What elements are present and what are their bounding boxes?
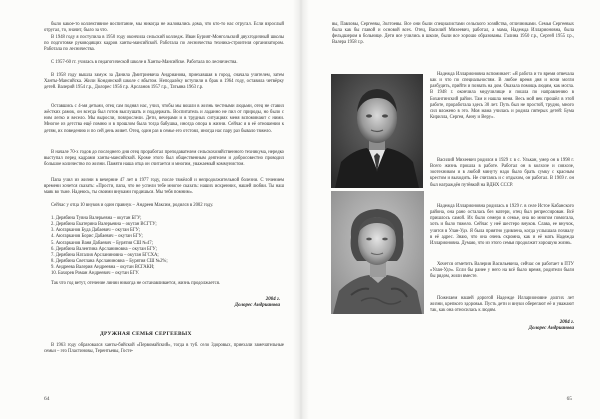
left-paragraph-3: С 1957-60 гг. училась в педагогической школе в Ханты-Мансийске. Работала по лесничества. xyxy=(51,60,238,65)
section-heading: ДРУЖНАЯ СЕМЬЯ СЕРГЕЕВЫХ xyxy=(100,331,192,337)
list-item: 1. Дерябина Тувна Валерьевна – окутан БГУ; xyxy=(51,216,142,221)
left-signature-year: 2004 г. xyxy=(265,297,280,302)
left-signature-name: Долорес Андрианова xyxy=(234,303,280,308)
list-item: 4. Аюгарканов Борис Дабаевич – окутан БГУ; xyxy=(51,234,143,240)
left-paragraph-4: В 1958 году вышла замуж за Данила Дмитриевича Андрианова, приехавшая в город, сначала учителем, затем Ханты-Мансийска. Жили Кондинской школе с вбытом. Неподалёку вступили в брак в 1964 году, оставила четвёрку детей. Валерий 1954 г.р., Долорес 1956 г.р. Арсланов 1957 г.р., Татьяна 1963 г.р. xyxy=(44,73,284,91)
right-paragraph-2: Надежда Илларионовна вспоминает: «Я работа и то время отвечала как и что по специальностям. В любое время дня и ночи могли разбудить, прийти и позвать на дом. Оказала помощь людям, как могла. В 1948 г. окончила медучилище и пошла по направлению в Бохангинский район. Там и нашла меня. Весь мой век прошёл в этой работе, проработала здесь 30 лет. Путь был не простой, трудно, много сил вложено в это. Моя мама училась и родила пятерых детей: Бума Кирилла, Сергея, Анну и Веру». xyxy=(430,72,574,121)
grandchildren-list xyxy=(51,216,284,278)
left-paragraph-10: В 1963 году образовался ханты-бийской «Первомайский», тогда в туб. село Здоровых, приехали замечательные семьи – это Пластиновы, Терентьевы, Госте- xyxy=(44,343,284,355)
left-paragraph-9: Так что год ветут, отечение линии никогда не останавливается, жизнь продолжается. xyxy=(51,281,221,286)
right-paragraph-4: Надежда Илларионовна родилась в 1929 г. в селе Истое Кабанского района, она рано осталась без матери, отец был репрессирован. Всё пришлось самой. Их было семеро в семье, она во многом помогала, хоть и было тяжело. Сейчас у неё шестеро внуков. Слава, ее внучок, учится в Улан-Удэ. Я была приятно удивлена, когда услышала похвалу в её адрес. Знаю, что она очень скромна, как и её мать Надежда Илларионовна. Думаю, что из этого семья продолжит хорошую жизнь. xyxy=(430,204,574,246)
left-page-number: 64 xyxy=(44,396,50,402)
list-item: 3. Аюгарканов Буда Дабаевич – окутан БГУ; xyxy=(51,228,140,234)
list-item: 5. Аюгарканов Ваня Дабаевич – Бурятия СШ №47; xyxy=(51,240,153,246)
portrait-photo-woman xyxy=(331,191,424,314)
right-signature-name: Долорес Андрианова xyxy=(528,326,574,331)
portrait-photo-man xyxy=(331,74,423,188)
left-paragraph-8: Сейчас у отца 10 внуков и один правнук – Андреев Максим, родился в 2002 году. xyxy=(51,203,214,208)
left-paragraph-7: Папа учил из жизни в вечерние 47 лет в 1977 году, после тяжёлой и непродолжительной болезни. С течением времени хочется сказать: «Прости, папа, что не успели тебе многое сказать: наших искренних, нашей любви. Ты наш маяк во тьме. Надеюсь, ты своими внуками гордишься. Мы тебя помним». xyxy=(44,178,284,196)
right-signature-year: 2004 г. xyxy=(559,320,574,325)
left-paragraph-1: было какое-то коллективное воспитание, мы никогда не жаловались дома, что кто-то нас отругал. Если взрослый отругал, то, значит, было за что. xyxy=(44,22,284,34)
list-item: 6. Дерябина Валентина Арсланиновна – окутан БГУ; xyxy=(51,246,157,252)
right-paragraph-1: вы, Павловы, Сергеевы, Золтоевы. Все они были специалистами сельского хозяйства, отличниками. Семья Сергеевых была как бы главой и основой всех. Отец, Василий Михеевич, работал, а мама, Надежда Илларионовна, была фельдшером в больнице. Дети все учились в школе, были все хорошо образованы. Галина 1950 г.р., Сергей 1955 г.р., Валера 1958 г.р. xyxy=(332,22,574,46)
right-paragraph-5: Хочется отметить Валерия Васильевича, сейчас он работает в ПТУ «Улан-Удэ». Если бы ранее у него на всё было время, родители были бы рядом, жили вместе. xyxy=(430,262,574,280)
right-paragraph-3: Василий Михеевич родился в 1929 г. в с. Улькан, умер он в 1998 г. Всего жизнь прошла в работе. Работал он в колхозе и совхозе, зоотехником и в любой минуту надо было брать сумку с красным крестом и выходить. Не считаясь и с отдыхом, он работал. В 1969 г. он был награждён путёвкой на ВДНХ СССР. xyxy=(430,158,574,188)
right-page xyxy=(300,0,600,419)
left-paragraph-5: Оставшись с 4-мя детьми, отец сам поднял нас, учил, чтобы мы вошли в жизнь честными людьми, отец не ставил жёстких рамок, он всегда был готов выслушать и поддержать. Воспитатель и ладанно не пил от природы, но было с ним легко и весело. Мы выросли, повзрослели. Дети, вечерами и в трудных ситуациях меня вспоминают с ними. Многое из детства ещё помню и в прошлом была тогда бабушка, иногда опора в жизни. Сейчас я в её отношении к детям, их поведению и по сей день живет. Отец, один раз в семье его отстоял, иногда нас пару раз бывало тяжело. xyxy=(44,104,284,134)
left-paragraph-6: В начале 70-х годов до последнего дня отец проработал преподавателем сельскохозяйственного техникума, нередко выступал перед кадрами ханты-мансийской. Кроме этого был общественным деятелем и добросовестно проводил большое количество по жизни. Памяти наша отца он считается и многим, уважаемый коммунистом. xyxy=(44,150,284,168)
list-item: 10. Бахорев Роман Андреевич – окутан БГУ. xyxy=(51,271,140,277)
left-paragraph-2: В 1948 году я поступила в 1950 году окончила сельский колледж. Иван Бурият-Монгольский двухгодичный школы по подготовке руководящих кадров ханты-мансийской. Работала по лесничества техника-строителя организатором. Работала по лесничества. xyxy=(44,35,284,53)
list-item: 9. Андреева Валерия Андреевна – окутан ВСГАКИ; xyxy=(51,265,155,271)
list-item: 2. Дерябина Екатерина Валерьевна – окутан ВСГТУ; xyxy=(51,222,157,228)
list-item: 7. Дерябина Наталия Арсланиновна – окутан БГСХА; xyxy=(51,252,159,258)
right-page-number: 65 xyxy=(566,396,572,402)
list-item: 8. Дерябина Светлана Арсланиновна – Бурятия СШ №2%; xyxy=(51,259,168,265)
right-paragraph-6: Пожелаем нашей дорогой Надежде Илларионовне долгих лет жизни, крепкого здоровья. Пусть дети и внуки оберегают её и уважают так, как она относилась к людям. xyxy=(430,296,574,314)
